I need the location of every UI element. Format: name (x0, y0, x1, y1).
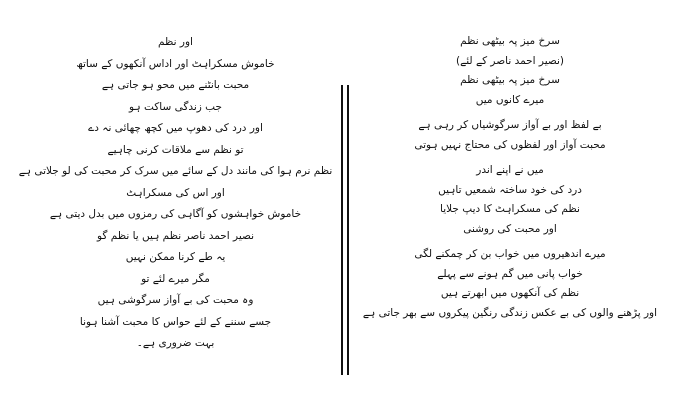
poem-line: یہ طے کرنا ممکن نہیں (125, 251, 226, 263)
poem-line: اور محبت کی روشنی (463, 222, 557, 235)
poem-line: نصیر احمد ناصر نظم ہیں یا نظم گو (96, 229, 255, 242)
poem-line: خواب پانی میں گم ہونے سے پہلے (437, 267, 583, 280)
poem-line: اور پڑھنے والوں کی بے عکس زندگی رنگین پیکروں سے بھر جاتی ہے (362, 306, 658, 319)
poem-line: بے لفظ اور بے آواز سرگوشیاں کر رہی ہے (418, 119, 602, 131)
poem-line: محبت آواز اور لفظوں کی محتاج نہیں ہوتی (414, 138, 606, 151)
poem-line: نظم کی مسکراہٹ کا دیپ جلایا (440, 203, 580, 215)
right-poem (362, 32, 658, 323)
poem-dedication: (نصیر احمد ناصر کے لئے) (455, 54, 565, 67)
poem-line: نظم نرم ہوا کی مانند دل کے سائے میں سرک کر محبت کی لو جلاتی ہے (18, 165, 333, 177)
poem-line: اور نظم (158, 36, 193, 48)
poem-line: میرے اندھیروں میں خواب بن کر چمکنے لگی (414, 248, 606, 260)
poem-line: نظم کی آنکھوں میں ابھرتے ہیں (440, 287, 580, 299)
poem-line: خاموش خواہشوں کو آگاہی کی رمزوں میں بدل دیتی ہے (49, 208, 302, 220)
poem-line: میرے کانوں میں (475, 93, 545, 106)
column-divider (341, 85, 343, 375)
poem-line: اور اس کی مسکراہٹ (126, 186, 225, 199)
poem-line: جب زندگی ساکت ہو (129, 100, 222, 113)
column-divider (347, 85, 349, 375)
poem-line: وہ محبت کی بے آواز سرگوشی ہیں (97, 294, 254, 306)
left-poem (18, 32, 333, 355)
poem-line: محبت بانٹنے میں محو ہو جاتی ہے (101, 79, 250, 91)
poem-line: بہت ضروری ہے۔ (136, 337, 215, 349)
poem-line: اور درد کی دھوپ میں کچھ چھائی نہ دے (88, 122, 263, 134)
poem-line: میں نے اپنے اندر (476, 164, 544, 176)
poem-line: سرخ میز پہ بیٹھی نظم (460, 74, 560, 86)
poem-line: جسے سننے کے لئے حواس کا محبت آشنا ہونا (79, 315, 272, 328)
poem-line: خاموش مسکراہٹ اور اداس آنکھوں کے ساتھ (76, 57, 275, 70)
poem-title: سرخ میز پہ بیٹھی نظم (460, 35, 560, 47)
poem-line: درد کی خود ساختہ شمعیں تاہیں (438, 183, 582, 196)
poem-line: تو نظم سے ملاقات کرنی چاہیے (107, 143, 244, 156)
poem-line: مگر میرے لئے تو (141, 272, 210, 285)
